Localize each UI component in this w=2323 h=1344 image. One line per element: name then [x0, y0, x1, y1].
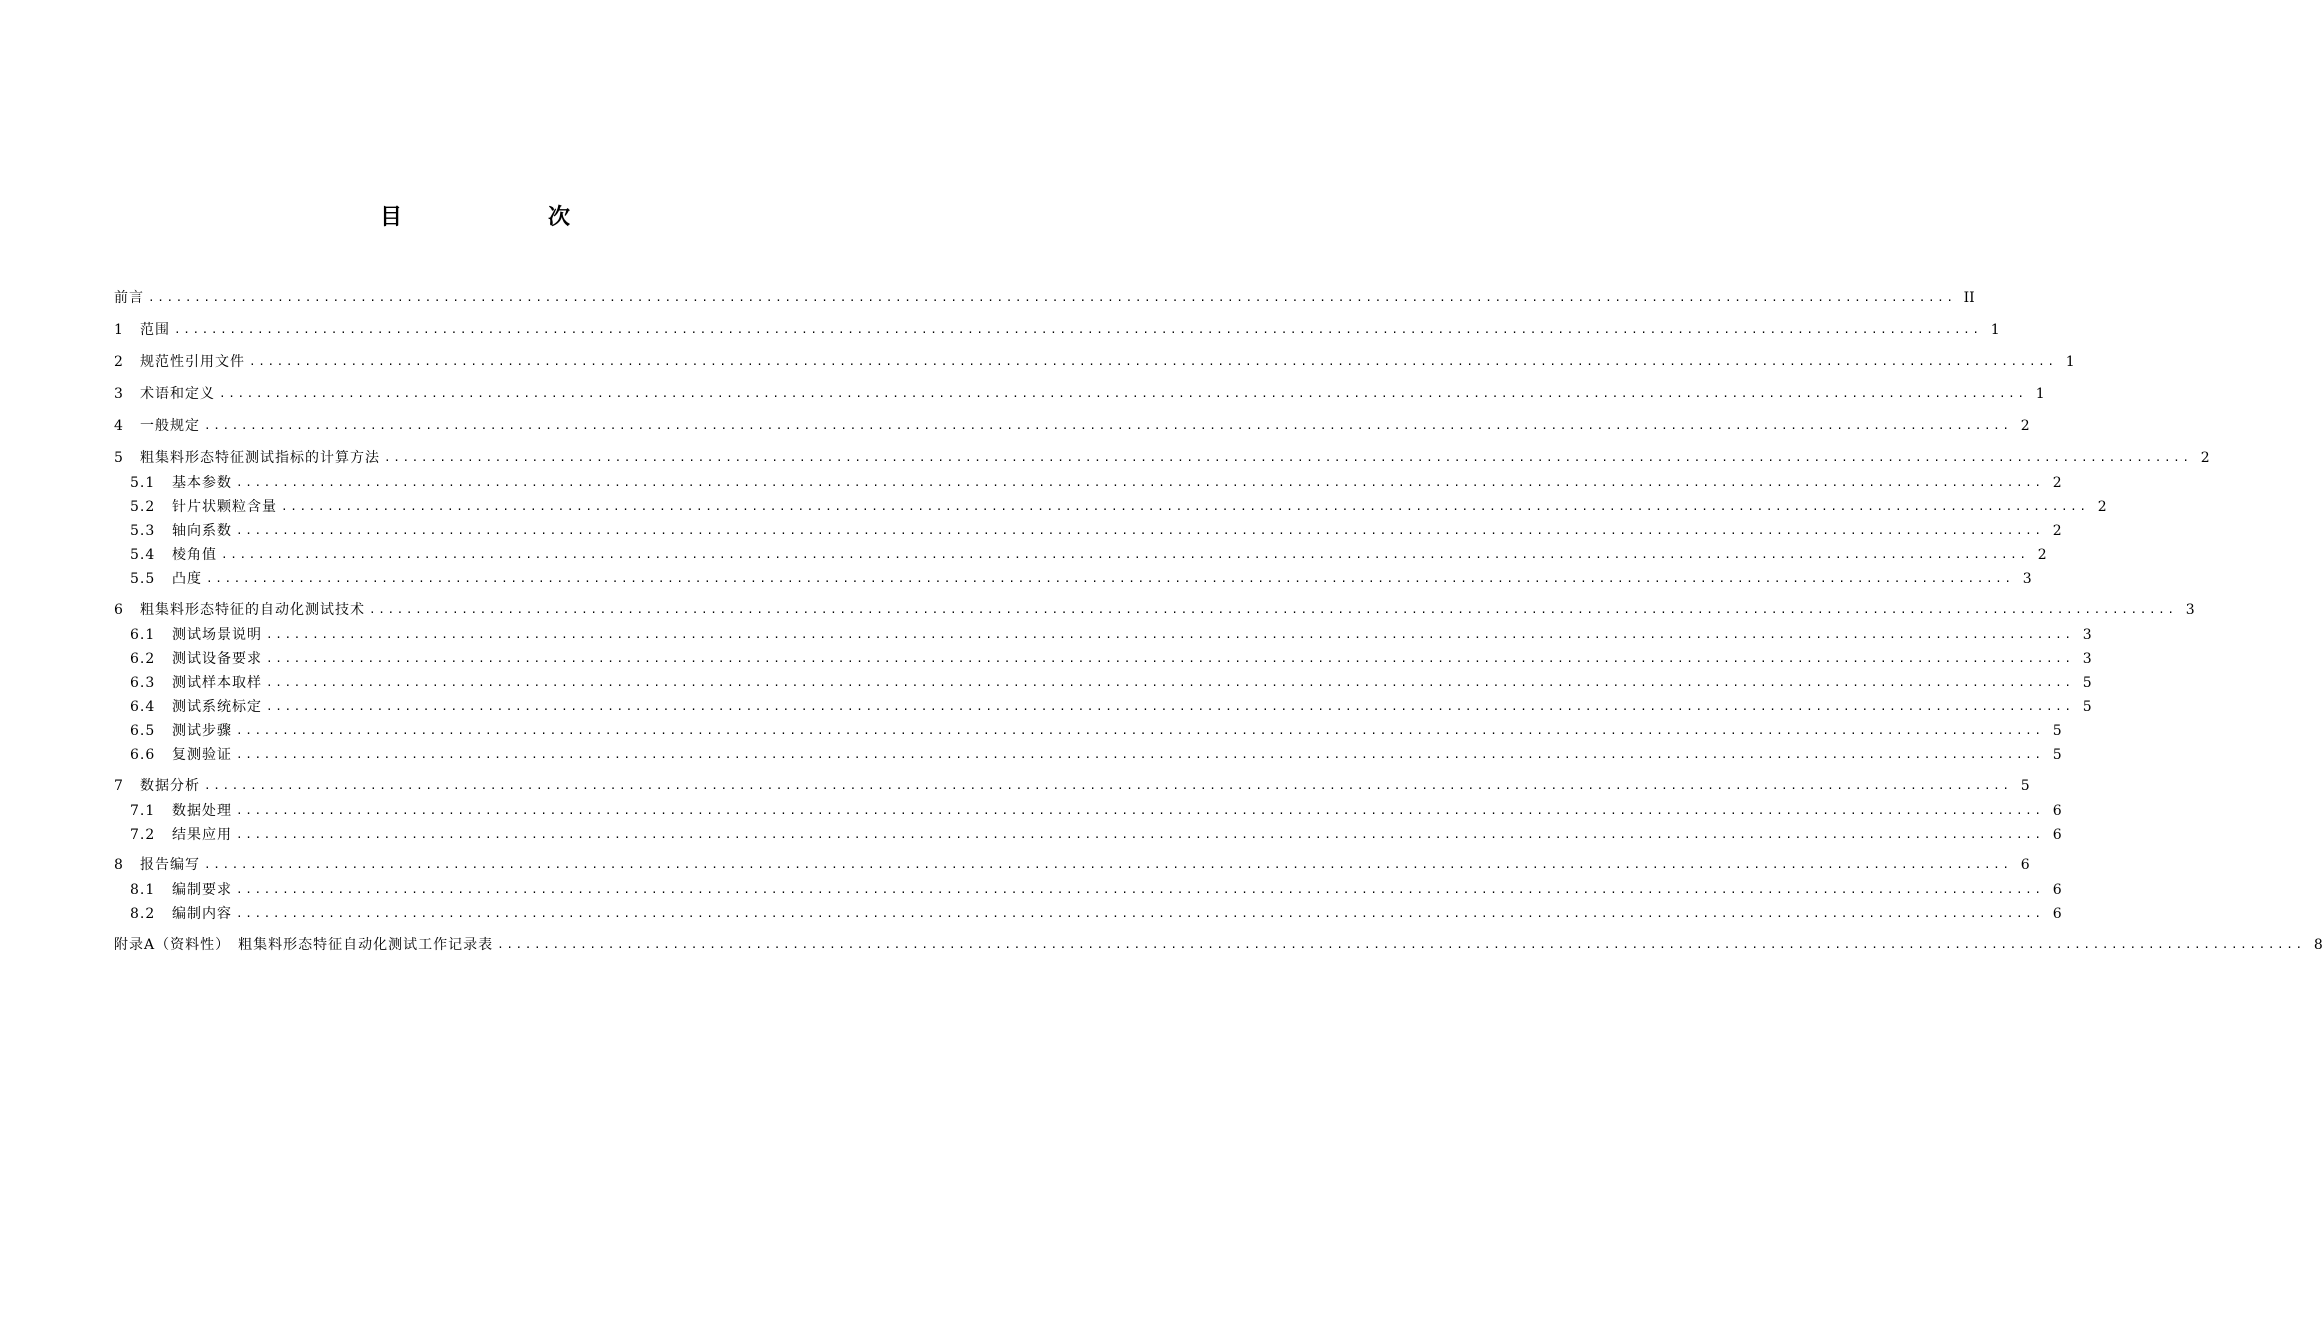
toc-page-number: 1 [1990, 322, 2000, 338]
toc-page-number: 3 [2185, 602, 2195, 618]
toc-entry-8-2[interactable] [114, 902, 2062, 926]
toc-entry-1[interactable] [114, 318, 2000, 342]
toc-page-number: 1 [2065, 354, 2075, 370]
toc-label: 规范性引用文件 [140, 354, 245, 370]
toc-page-number: 2 [2052, 475, 2062, 491]
toc-leader: .................................................................................................................................................................................................... [174, 323, 1982, 336]
toc-number: 7.1 [130, 803, 156, 819]
toc-label: 测试样本取样 [172, 675, 262, 691]
toc-entry-5-5[interactable] [114, 567, 2032, 591]
toc-label: 报告编写 [140, 857, 200, 873]
toc-page-number: 5 [2052, 723, 2062, 739]
toc-page-number: 5 [2020, 778, 2030, 794]
toc-label: 术语和定义 [140, 386, 215, 402]
toc-number: 6.5 [130, 723, 156, 739]
toc-label: 附录A（资料性） 粗集料形态特征自动化测试工作记录表 [114, 937, 494, 953]
toc-leader: .................................................................................................................................................................................................... [236, 804, 2044, 817]
toc-entry-2[interactable] [114, 350, 2075, 374]
toc-leader: .................................................................................................................................................................................................... [204, 419, 2012, 432]
toc-number: 5.2 [130, 499, 156, 515]
toc-entry-3[interactable] [114, 382, 2045, 406]
toc-label: 数据处理 [172, 803, 232, 819]
toc-label: 棱角值 [172, 547, 217, 563]
toc-number: 5.3 [130, 523, 156, 539]
toc-entry-6-6[interactable] [114, 743, 2062, 767]
toc-leader: .................................................................................................................................................................................................... [204, 779, 2012, 792]
toc-page-number: 6 [2052, 906, 2062, 922]
toc-leader: .................................................................................................................................................................................................... [249, 355, 2057, 368]
toc-label: 结果应用 [172, 827, 232, 843]
toc-page-number: 2 [2037, 547, 2047, 563]
toc-page-number: 6 [2020, 857, 2030, 873]
toc-entry-8-1[interactable] [114, 878, 2062, 902]
toc-leader: .................................................................................................................................................................................................... [236, 883, 2044, 896]
toc-number: 8.2 [130, 906, 156, 922]
toc-number: 6 [114, 602, 124, 618]
toc-entry-foreword[interactable] [114, 286, 1975, 310]
toc-leader: .................................................................................................................................................................................................... [266, 700, 2074, 713]
toc-entry-7-2[interactable] [114, 823, 2062, 847]
toc-page-number: 6 [2052, 827, 2062, 843]
toc-leader: .................................................................................................................................................................................................... [497, 938, 2305, 951]
toc-entry-5-1[interactable] [114, 471, 2062, 495]
toc-number: 6.6 [130, 747, 156, 763]
toc-label: 一般规定 [140, 418, 200, 434]
toc-entry-5-4[interactable] [114, 543, 2047, 567]
toc-page-number: 8 [2313, 937, 2323, 953]
toc-number: 5.1 [130, 475, 156, 491]
toc-page-number: 5 [2082, 699, 2092, 715]
toc-label: 测试系统标定 [172, 699, 262, 715]
toc-leader: .................................................................................................................................................................................................... [281, 500, 2089, 513]
toc-label: 编制内容 [172, 906, 232, 922]
toc-page-number: 6 [2052, 803, 2062, 819]
toc-entry-6-5[interactable] [114, 719, 2062, 743]
toc-page-number: II [1963, 290, 1975, 306]
toc-leader: .................................................................................................................................................................................................... [236, 724, 2044, 737]
toc-entry-8[interactable] [114, 853, 2030, 877]
toc-number: 6.2 [130, 651, 156, 667]
toc-page-number: 2 [2052, 523, 2062, 539]
toc-number: 5 [114, 450, 124, 466]
toc-leader: .................................................................................................................................................................................................... [266, 652, 2074, 665]
toc-label: 测试设备要求 [172, 651, 262, 667]
toc-label: 粗集料形态特征测试指标的计算方法 [140, 450, 380, 466]
toc-page-number: 3 [2022, 571, 2032, 587]
toc-leader: .................................................................................................................................................................................................... [219, 387, 2027, 400]
toc-label: 针片状颗粒含量 [172, 499, 277, 515]
toc-leader: .................................................................................................................................................................................................... [204, 858, 2012, 871]
toc-entry-7[interactable] [114, 774, 2030, 798]
toc-label: 轴向系数 [172, 523, 232, 539]
toc-label: 粗集料形态特征的自动化测试技术 [140, 602, 365, 618]
toc-number: 7.2 [130, 827, 156, 843]
toc-page-number: 2 [2020, 418, 2030, 434]
toc-leader: .................................................................................................................................................................................................... [369, 603, 2177, 616]
toc-number: 6.4 [130, 699, 156, 715]
toc-leader: .................................................................................................................................................................................................... [266, 676, 2074, 689]
toc-number: 1 [114, 322, 124, 338]
toc-label: 基本参数 [172, 475, 232, 491]
toc-label: 凸度 [172, 571, 202, 587]
toc-entry-6-2[interactable] [114, 647, 2092, 671]
toc-number: 8.1 [130, 882, 156, 898]
toc-number: 6.1 [130, 627, 156, 643]
toc-entry-5-2[interactable] [114, 495, 2107, 519]
toc-entry-6[interactable] [114, 598, 2195, 622]
toc-entry-4[interactable] [114, 414, 2030, 438]
toc-leader: .................................................................................................................................................................................................... [148, 291, 1956, 304]
toc-entry-5[interactable] [114, 446, 2210, 470]
toc-label: 测试步骤 [172, 723, 232, 739]
toc-entry-appendix-a[interactable] [114, 933, 2323, 957]
toc-entry-6-4[interactable] [114, 695, 2092, 719]
toc-page-number: 1 [2035, 386, 2045, 402]
toc-leader: .................................................................................................................................................................................................... [266, 628, 2074, 641]
toc-leader: .................................................................................................................................................................................................... [221, 548, 2029, 561]
toc-number: 4 [114, 418, 124, 434]
toc-label: 范围 [140, 322, 170, 338]
toc-page-number: 2 [2097, 499, 2107, 515]
toc-label: 测试场景说明 [172, 627, 262, 643]
toc-entry-7-1[interactable] [114, 799, 2062, 823]
toc-leader: .................................................................................................................................................................................................... [236, 476, 2044, 489]
toc-number: 7 [114, 778, 124, 794]
toc-number: 2 [114, 354, 124, 370]
page-title: 目 次 [379, 205, 632, 230]
toc-page-number: 5 [2052, 747, 2062, 763]
toc-leader: .................................................................................................................................................................................................... [236, 524, 2044, 537]
toc-label: 编制要求 [172, 882, 232, 898]
toc-page-number: 2 [2200, 450, 2210, 466]
toc-leader: .................................................................................................................................................................................................... [236, 907, 2044, 920]
toc-number: 5.5 [130, 571, 156, 587]
toc-label: 数据分析 [140, 778, 200, 794]
toc-entry-6-3[interactable] [114, 671, 2092, 695]
toc-page-number: 3 [2082, 651, 2092, 667]
toc-page-number: 3 [2082, 627, 2092, 643]
toc-label: 复测验证 [172, 747, 232, 763]
toc-leader: .................................................................................................................................................................................................... [236, 748, 2044, 761]
toc-entry-5-3[interactable] [114, 519, 2062, 543]
toc-number: 8 [114, 857, 124, 873]
toc-entry-6-1[interactable] [114, 623, 2092, 647]
toc-number: 5.4 [130, 547, 156, 563]
toc-page-number: 5 [2082, 675, 2092, 691]
toc-number: 3 [114, 386, 124, 402]
toc-leader: .................................................................................................................................................................................................... [384, 451, 2192, 464]
toc-page-number: 6 [2052, 882, 2062, 898]
toc-number: 6.3 [130, 675, 156, 691]
toc-leader: .................................................................................................................................................................................................... [236, 828, 2044, 841]
toc-label: 前言 [114, 290, 144, 306]
toc-leader: .................................................................................................................................................................................................... [206, 572, 2014, 585]
